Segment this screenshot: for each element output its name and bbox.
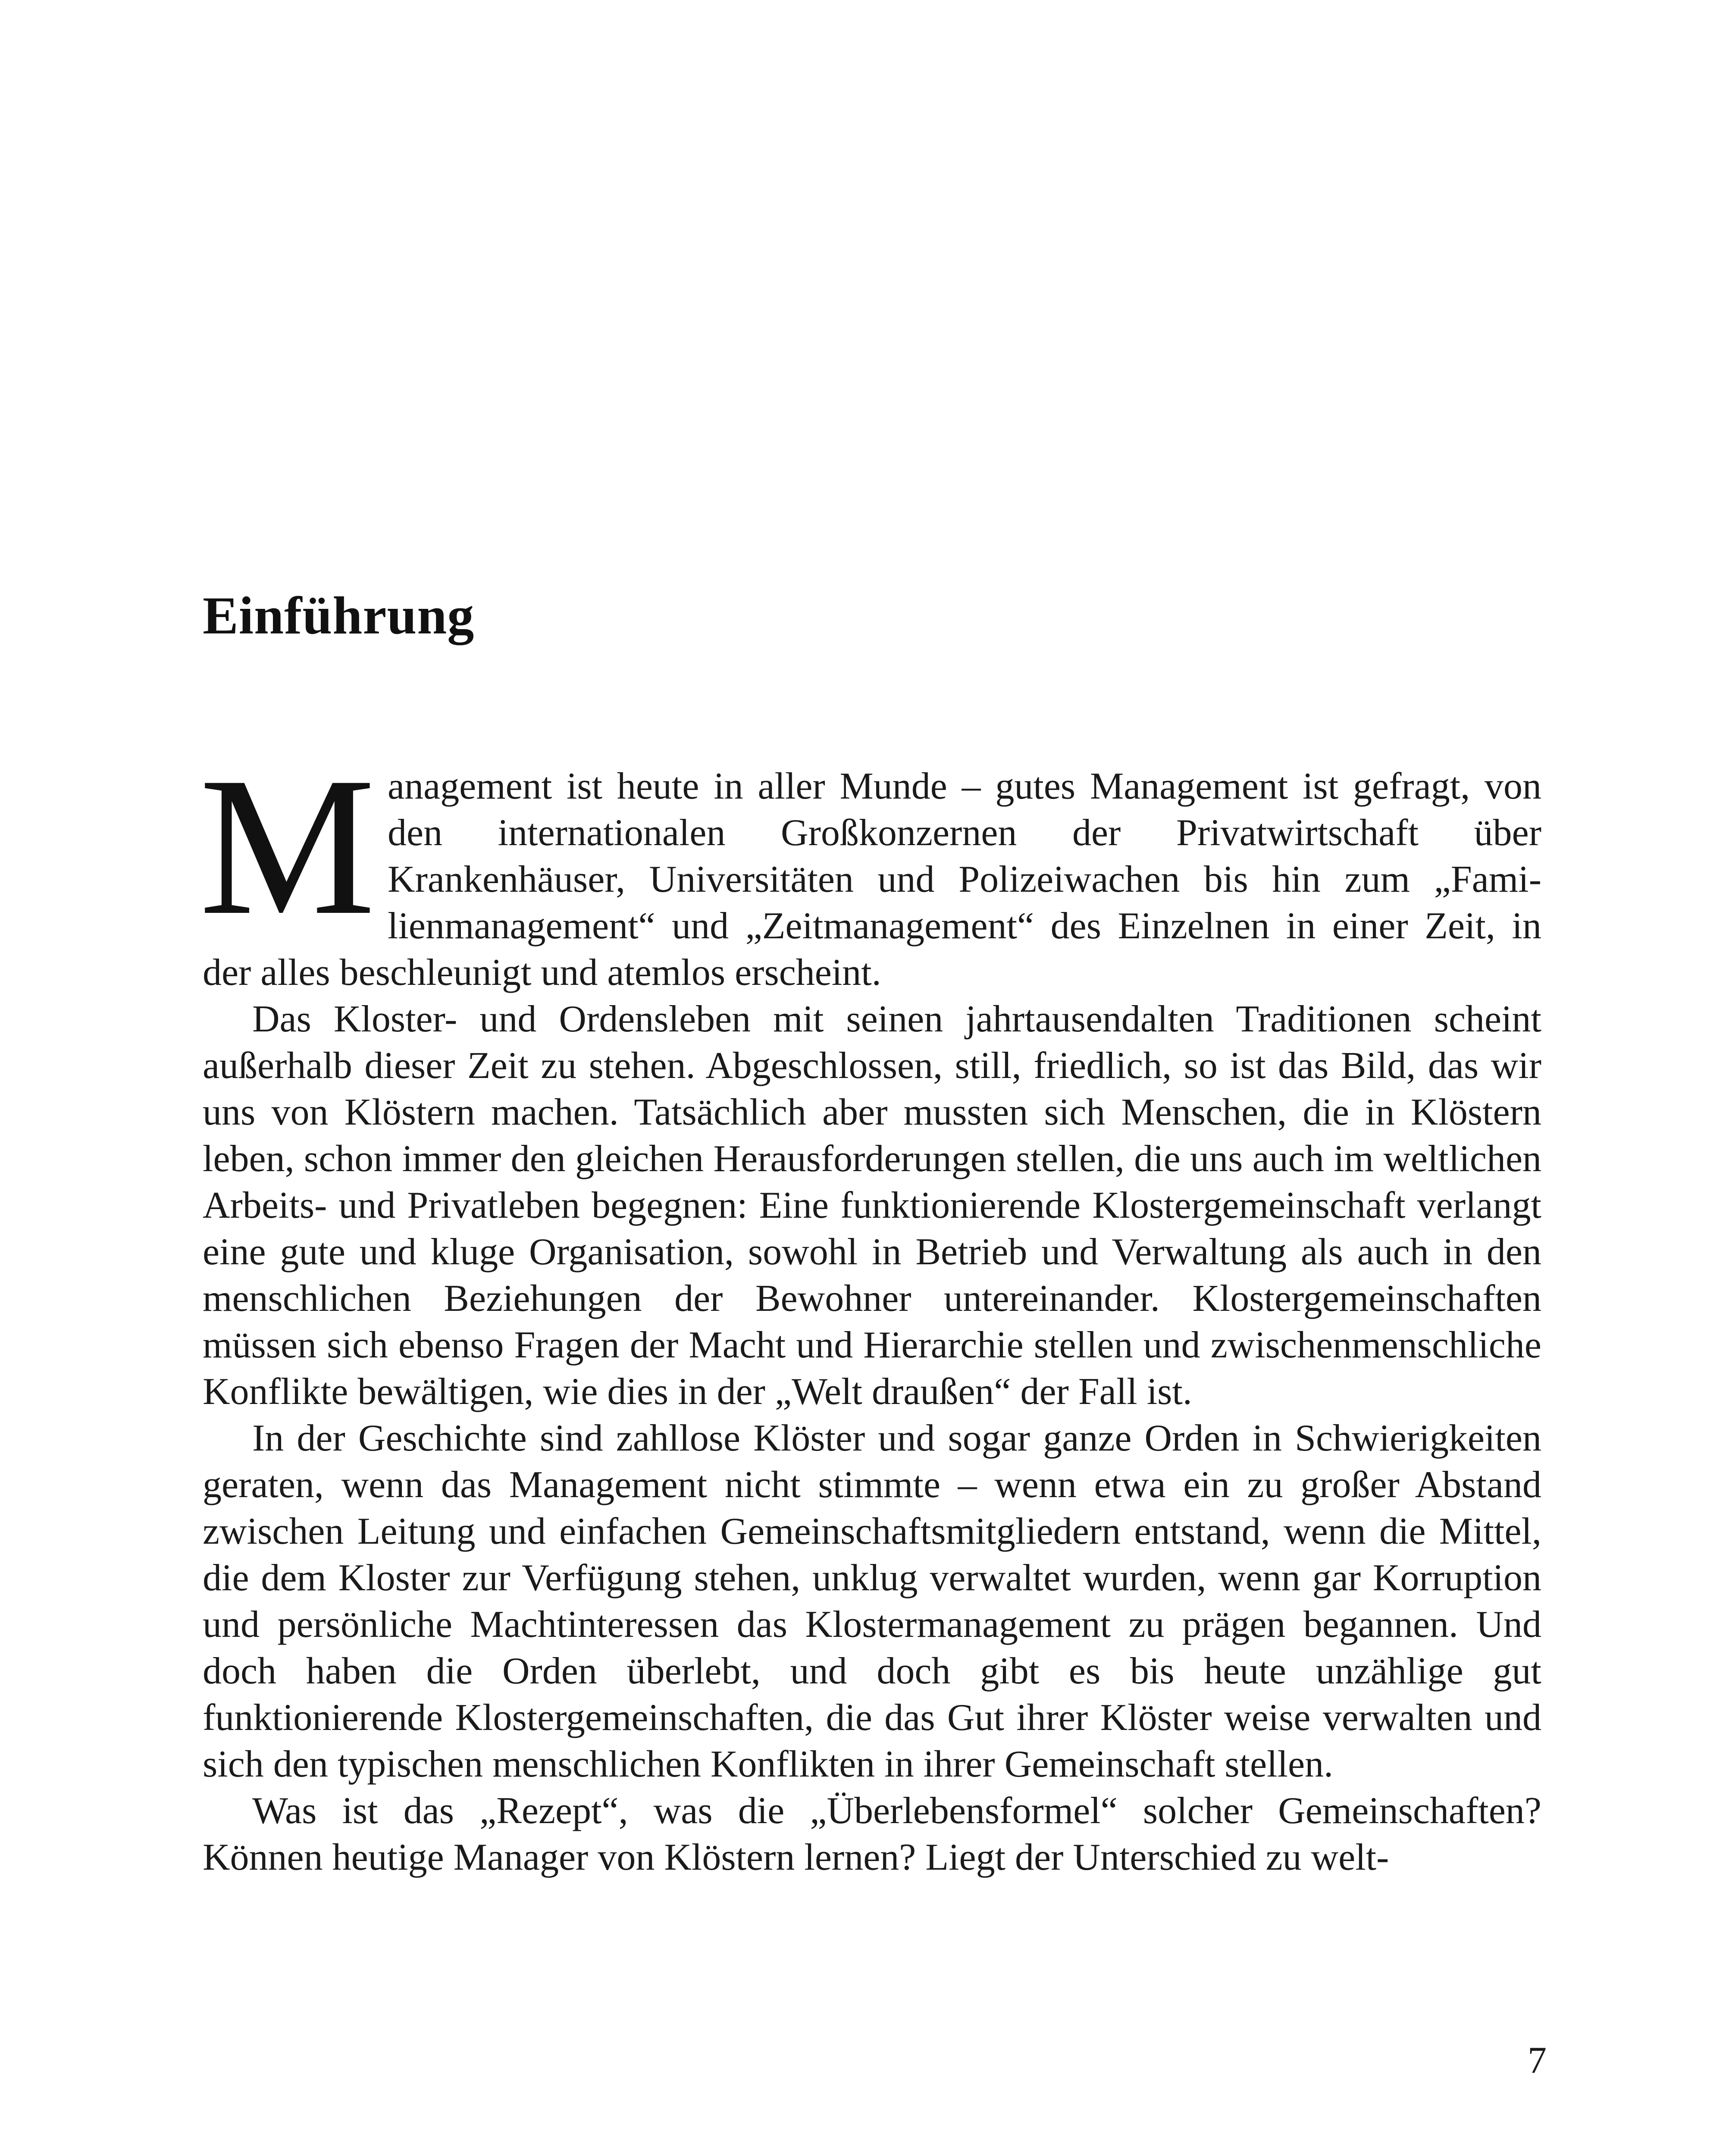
paragraph-1 bbox=[199, 736, 1541, 996]
paragraph-2: Das Kloster- und Ordensleben mit seinen jahrtausendalten Traditionen scheint außerhalb dieser Zeit zu stehen. Abgeschlossen, still, friedlich, so ist das Bild, das wir uns von Klöstern machen. Tatsächlich aber mussten sich Menschen, die in Klöstern leben, schon immer den gleichen Herausforderungen stellen, die uns auch im weltlichen Arbeits- und Privatleben begegnen: Eine funktionierende Klostergemeinschaft verlangt eine gute und kluge Organisation, sowohl in Betrieb und Verwaltung als auch in den menschlichen Beziehungen der Bewohner untereinander. Klostergemeinschaften müssen sich ebenso Fragen der Macht und Hierarchie stellen und zwischenmenschliche Konflikte bewältigen, wie dies in der „Welt draußen“ der Fall ist. bbox=[203, 998, 1541, 1413]
drop-cap-initial: M bbox=[199, 736, 376, 956]
chapter-title: Einführung bbox=[203, 586, 475, 645]
paragraph-4: Was ist das „Rezept“, was die „Überlebensformel“ solcher Gemeinschaften? Können heutige Manager von Klöstern lernen? Liegt der Unterschied zu welt- bbox=[203, 1790, 1541, 1878]
page-number: 7 bbox=[1528, 2040, 1547, 2081]
paragraph-1-text: anagement ist heute in aller Munde – gutes Management ist gefragt, von den internationalen Großkonzernen der Privatwirtschaft über Krankenhäuser, Universitäten und Polizeiwachen bis hin zum „Familienmanagement“ und „Zeitmanagement“ des Einzelnen in einer Zeit, in der alles beschleunigt und atemlos erscheint. bbox=[203, 765, 1541, 993]
body-text bbox=[199, 736, 1541, 1881]
paragraph-3: In der Geschichte sind zahllose Klöster und sogar ganze Orden in Schwierigkeiten geraten, wenn das Management nicht stimmte – wenn etwa ein zu großer Abstand zwischen Leitung und einfachen Gemeinschaftsmitgliedern entstand, wenn die Mittel, die dem Kloster zur Verfügung stehen, unklug verwaltet wurden, wenn gar Korruption und persönliche Machtinteressen das Klostermanagement zu prägen begannen. Und doch haben die Orden überlebt, und doch gibt es bis heute unzählige gut funktionierende Klostergemeinschaften, die das Gut ihrer Klöster weise verwalten und sich den typischen menschlichen Konflikten in ihrer Gemeinschaft stellen. bbox=[203, 1417, 1541, 1785]
